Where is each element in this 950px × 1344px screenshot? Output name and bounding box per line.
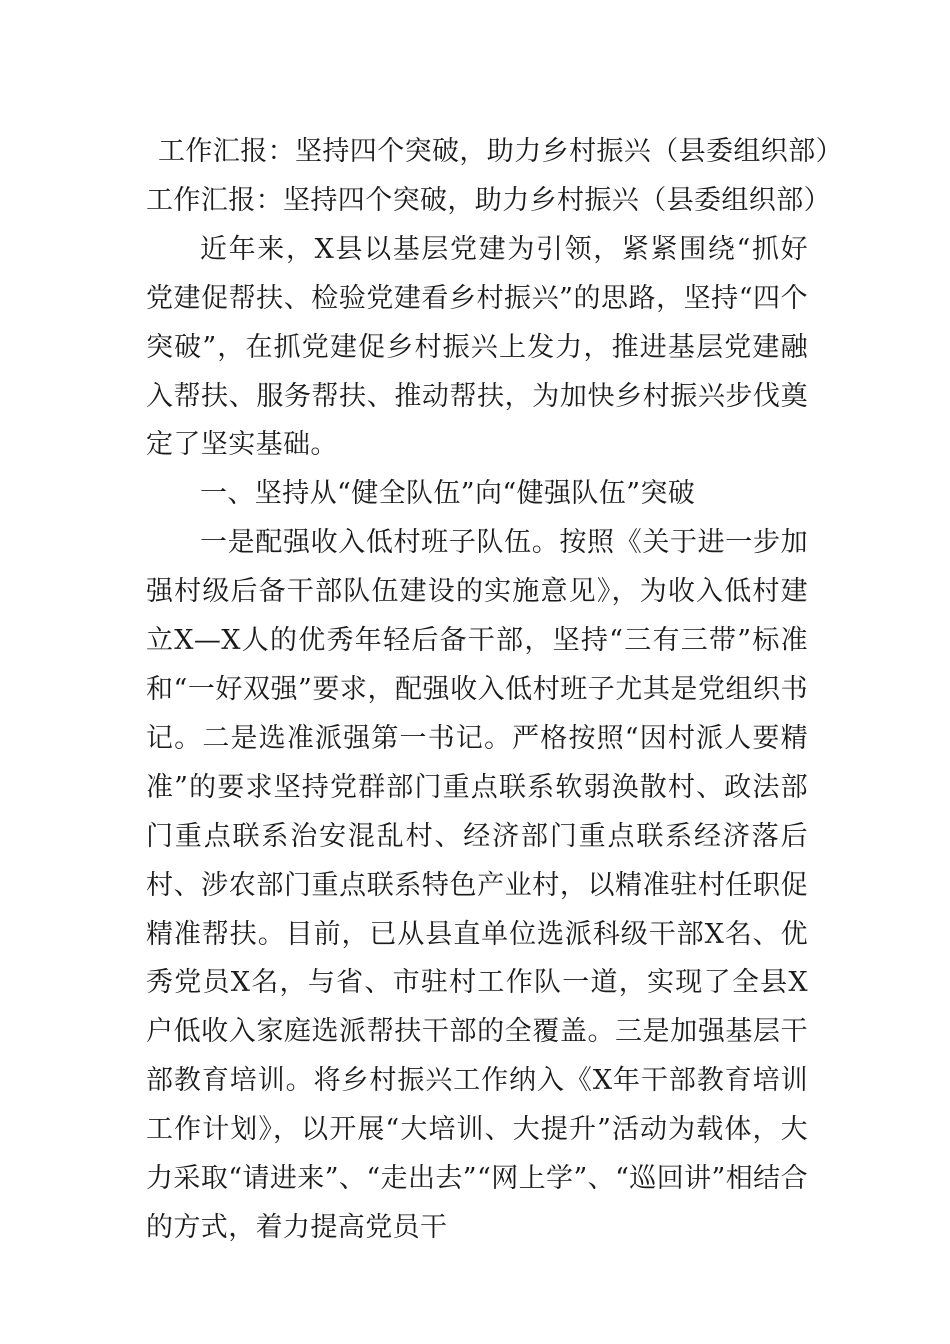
- document-title-line-2: 工作汇报：坚持四个突破，助力乡村振兴（县委组织部）: [146, 184, 831, 216]
- intro-paragraph: 近年来，X县以基层党建为引领，紧紧围绕“抓好党建促帮扶、检验党建看乡村振兴”的思路，坚持“四个突破”，在抓党建促乡村振兴上发力，推进基层党建融入帮扶、服务帮扶、推动帮扶，为加快乡村振兴步伐奠定了坚实基础。: [146, 233, 808, 461]
- section-heading-1: 一、坚持从“健全队伍”向“健强队伍”突破: [200, 478, 696, 510]
- document-title-line-1: 工作汇报：坚持四个突破，助力乡村振兴（县委组织部）: [158, 136, 843, 167]
- document-body: [146, 128, 843, 1253]
- section-paragraph-1: 一是配强收入低村班子队伍。按照《关于进一步加强村级后备干部队伍建设的实施意见》，为收入低村建立X—X人的优秀年轻后备干部，坚持“三有三带”标准和“一好双强”要求，配强收入低村班子尤其是党组织书记。二是选准派强第一书记。严格按照“因村派人要精准”的要求坚持党群部门重点联系软弱涣散村、政法部门重点联系治安混乱村、经济部门重点联系经济落后村、涉农部门重点联系特色产业村，以精准驻村任职促精准帮扶。目前，已从县直单位选派科级干部X名、优秀党员X名，与省、市驻村工作队一道，实现了全县X户低收入家庭选派帮扶干部的全覆盖。三是加强基层干部教育培训。将乡村振兴工作纳入《X年干部教育培训工作计划》，以开展“大培训、大提升”活动为载体，大力采取“请进来”、“走出去”“网上学”、“巡回讲”相结合的方式，着力提高党员干: [146, 527, 808, 1243]
